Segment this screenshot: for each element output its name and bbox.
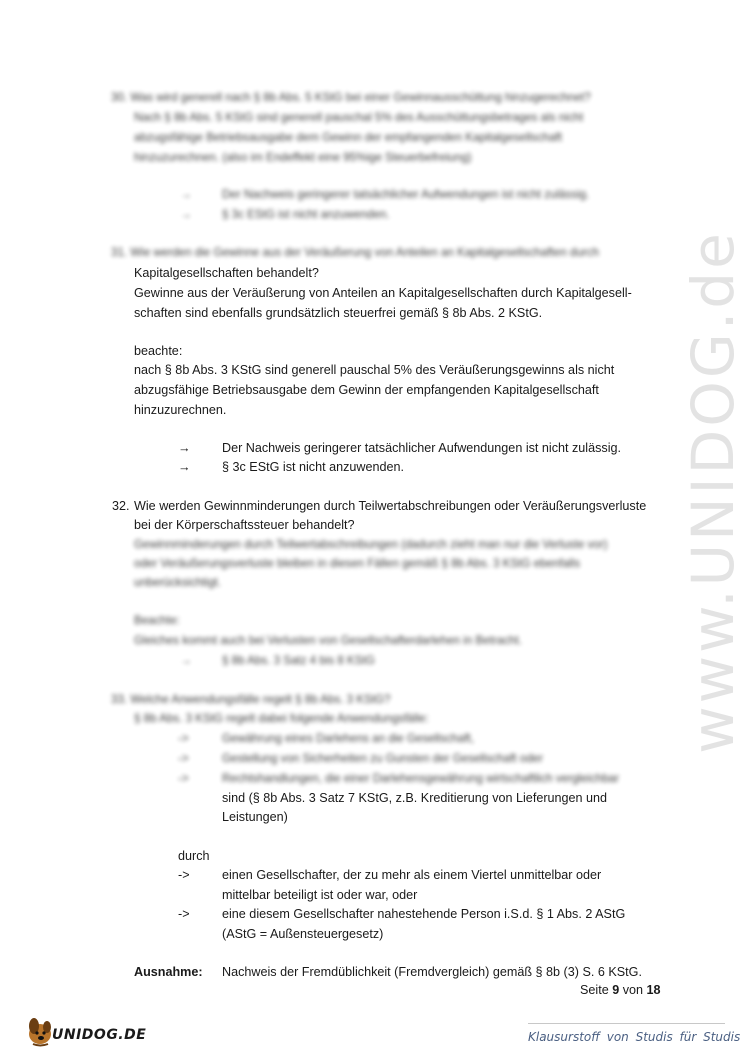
- question-31-text-cont: Kapitalgesellschaften behandelt?: [134, 266, 319, 280]
- question-32-text-cont: bei der Körperschaftssteuer behandelt?: [134, 518, 355, 532]
- bullet-text: § 3c EStG ist nicht anzuwenden.: [222, 460, 405, 474]
- answer-line: Gewinnminderungen durch Teilwertabschreibungen (dadurch zieht man nur die Verluste vor): [134, 538, 608, 551]
- list-marker: ->: [178, 907, 190, 921]
- beachte-line: abzugsfähige Betriebsausgabe dem Gewinn der empfangenden Kapitalgesellschaft: [134, 383, 599, 397]
- list-marker: ->: [178, 732, 189, 745]
- page-current: 9: [612, 983, 620, 997]
- arrow-bullet: →: [180, 188, 192, 201]
- question-33-text: 33. Welche Anwendungsfälle regelt § 8b Abs. 3 KStG?: [111, 693, 391, 706]
- answer-line: hinzuzurechnen. (also im Endeffekt eine 95%ige Steuerbefreiung): [134, 151, 472, 164]
- page-middle: von: [619, 983, 647, 997]
- answer-line: abzugsfähige Betriebsausgabe dem Gewinn der empfangenden Kapitalgesellschaft: [134, 131, 562, 144]
- list-item-cont: sind (§ 8b Abs. 3 Satz 7 KStG, z.B. Kreditierung von Lieferungen und: [222, 791, 608, 805]
- answer-line: unberücksichtigt.: [134, 576, 221, 589]
- page-prefix: Seite: [580, 983, 613, 997]
- question-32-text: Wie werden Gewinnminderungen durch Teilwertabschreibungen oder Veräußerungsverluste: [134, 499, 647, 513]
- watermark: www.UNIDOG.de: [679, 230, 747, 754]
- beachte-line: hinzuzurechnen.: [134, 403, 227, 417]
- footer-logo-text: UNIDOG.DE: [52, 1027, 147, 1043]
- list-item: Gewährung eines Darlehens an die Gesellschaft,: [222, 732, 474, 745]
- beachte-label: beachte:: [134, 344, 183, 358]
- arrow-bullet: →: [178, 460, 191, 474]
- ausnahme-text: Nachweis der Fremdüblichkeit (Fremdvergleich) gemäß § 8b (3) S. 6 KStG.: [222, 965, 642, 979]
- list-item: Gestellung von Sicherheiten zu Gunsten der Gesellschaft oder: [222, 752, 543, 765]
- bullet-text: Der Nachweis geringerer tatsächlicher Aufwendungen ist nicht zulässig.: [222, 441, 622, 455]
- beachte-line: nach § 8b Abs. 3 KStG sind generell pauschal 5% des Veräußerungsgewinns als nicht: [134, 363, 615, 377]
- question-30-text: 30. Was wird generell nach § 8b Abs. 5 KStG bei einer Gewinnausschüttung hinzugerechnet?: [111, 91, 591, 104]
- ausnahme-label: Ausnahme:: [134, 965, 203, 979]
- intro-line: § 8b Abs. 3 KStG regelt dabei folgende Anwendungsfälle:: [134, 712, 429, 725]
- list-item-cont: (AStG = Außensteuergesetz): [222, 927, 384, 941]
- page-number: [580, 983, 661, 997]
- footer-divider: [528, 1023, 725, 1024]
- list-item: eine diesem Gesellschafter nahestehende Person i.S.d. § 1 Abs. 2 AStG: [222, 907, 626, 921]
- arrow-bullet: →: [180, 654, 192, 667]
- list-marker: ->: [178, 752, 189, 765]
- bullet-text: § 3c EStG ist nicht anzuwenden.: [222, 208, 390, 221]
- bullet-text: Der Nachweis geringerer tatsächlicher Aufwendungen ist nicht zulässig.: [222, 188, 590, 201]
- list-item: einen Gesellschafter, der zu mehr als einem Viertel unmittelbar oder: [222, 868, 602, 882]
- answer-line: Gewinne aus der Veräußerung von Anteilen an Kapitalgesellschaften durch Kapitalgesell-: [134, 286, 632, 300]
- beachte-line: Gleiches kommt auch bei Verlusten von Gesellschafterdarlehen in Betracht.: [134, 634, 522, 647]
- page-total: 18: [646, 983, 661, 997]
- list-item-cont: mittelbar beteiligt ist oder war, oder: [222, 888, 418, 902]
- bullet-text: § 8b Abs. 3 Satz 4 bis 8 KStG: [222, 654, 375, 667]
- durch-label: durch: [178, 849, 210, 863]
- question-31-text: 31. Wie werden die Gewinne aus der Veräußerung von Anteilen an Kapitalgesellschaften durch: [111, 246, 599, 259]
- list-marker: ->: [178, 868, 190, 882]
- answer-line: schaften sind ebenfalls grundsätzlich steuerfrei gemäß § 8b Abs. 2 KStG.: [134, 306, 543, 320]
- question-32-number: 32.: [112, 499, 130, 513]
- footer-tagline: Klausurstoff von Studis für Studis: [528, 1030, 741, 1044]
- beachte-label: Beachte:: [134, 614, 180, 627]
- answer-line: Nach § 8b Abs. 5 KStG sind generell pauschal 5% des Ausschüttungsbetrages als nicht: [134, 111, 584, 124]
- list-item: Rechtshandlungen, die einer Darlehensgewährung wirtschaftlich vergleichbar: [222, 772, 619, 785]
- arrow-bullet: →: [180, 208, 192, 221]
- list-marker: ->: [178, 772, 189, 785]
- list-item-cont: Leistungen): [222, 810, 288, 824]
- arrow-bullet: →: [178, 441, 191, 455]
- answer-line: oder Veräußerungsverluste bleiben in diesen Fällen gemäß § 8b Abs. 3 KStG ebenfalls: [134, 557, 580, 570]
